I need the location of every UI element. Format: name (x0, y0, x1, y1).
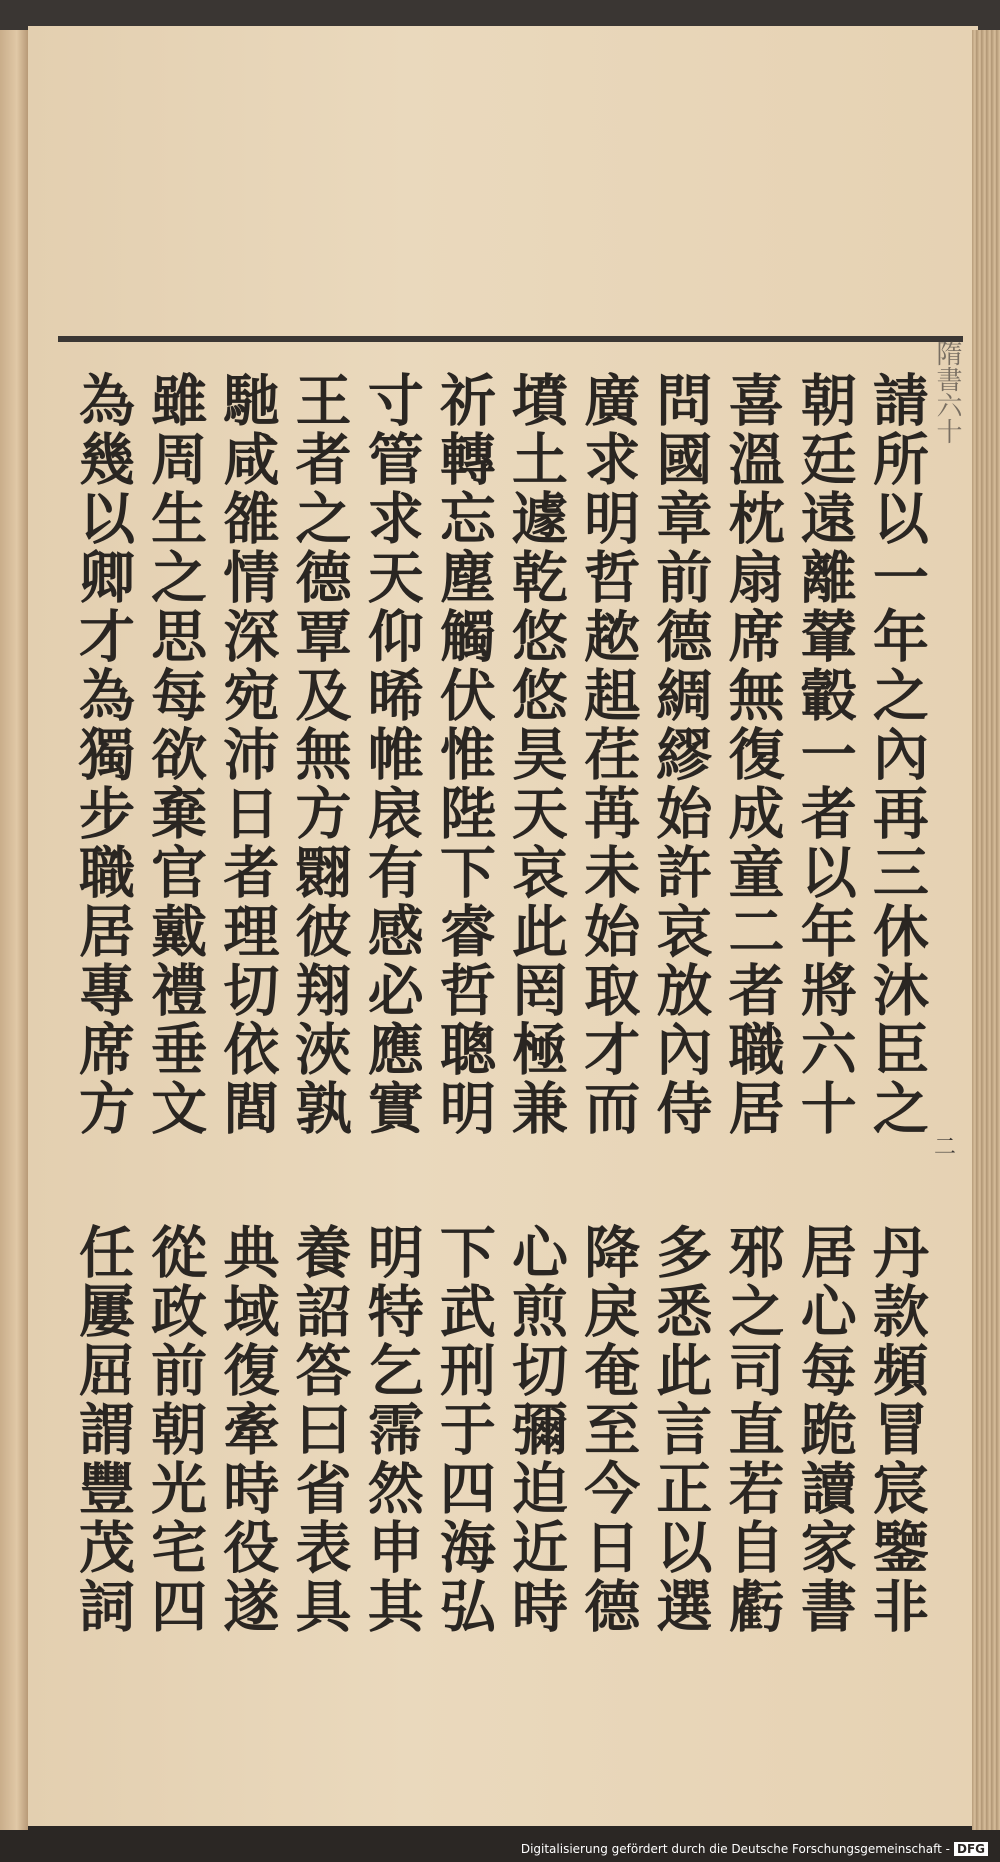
credit-text: Digitalisierung gefördert durch die Deutsche Forschungsgemeinschaft - (520, 1842, 950, 1856)
page-number: 二 (934, 1135, 957, 1160)
column-lower-text: 心煎切彌迫近時 (503, 1222, 570, 1636)
column-lower-text: 明特乞霈然申其 (358, 1222, 425, 1636)
column-lower-text: 降戾奄至今日德 (575, 1222, 642, 1636)
text-column-6 (503, 354, 569, 1664)
column-lower-text: 養詔答曰省表具 (286, 1222, 353, 1636)
text-columns (70, 354, 930, 1674)
column-upper-text: 喜溫枕扇席無復成童二者職居 (719, 370, 786, 1138)
left-page-edge (0, 30, 28, 1830)
column-upper-text: 寸管求天仰晞帷扆有感必應實 (358, 370, 425, 1138)
column-upper-text: 祈轉忘塵觸伏惟陛下睿哲聰明 (430, 370, 497, 1138)
column-upper-text: 馳咸雒情深宛沛日者理切依閭 (214, 370, 281, 1138)
text-column-8 (359, 354, 425, 1664)
column-lower-text: 從政前朝光宅四 (142, 1222, 209, 1636)
column-lower-text: 居心每跪讀家書 (791, 1222, 858, 1636)
column-lower-text: 丹款頻冒宸鑒非 (863, 1222, 930, 1636)
margin-title: 隋書六十 (932, 340, 962, 444)
text-column-4 (647, 354, 713, 1664)
text-column-10 (214, 354, 280, 1664)
text-column-9 (287, 354, 353, 1664)
column-upper-text: 為幾以卿才為獨步職居專席方 (70, 370, 136, 1138)
column-lower-text: 任屢屈謂豐茂詞 (70, 1222, 136, 1636)
text-column-1 (864, 354, 930, 1664)
column-lower-text: 多悉此言正以選 (647, 1222, 714, 1636)
text-column-12 (70, 354, 136, 1664)
text-column-2 (792, 354, 858, 1664)
right-page-stack (972, 30, 1000, 1830)
digitization-credit (521, 1842, 988, 1856)
column-lower-text: 典域復牽時役遂 (214, 1222, 281, 1636)
column-upper-text: 墳土遽乾悠悠昊天哀此罔極兼 (503, 370, 570, 1138)
column-upper-text: 請所以一年之內再三休沐臣之 (863, 370, 930, 1138)
column-upper-text: 王者之德覃及無方翾彼翔浹孰 (286, 370, 353, 1138)
column-lower-text: 邪之司直若自虧 (719, 1222, 786, 1636)
column-upper-text: 廣求明哲趑趄荏苒未始取才而 (575, 370, 642, 1138)
text-column-7 (431, 354, 497, 1664)
column-upper-text: 問國章前德綢繆始許哀放內侍 (647, 370, 714, 1138)
column-upper-text: 雖周生之思每欲棄官戴禮垂文 (142, 370, 209, 1138)
column-lower-text: 下武刑于四海弘 (430, 1222, 497, 1636)
text-column-11 (142, 354, 208, 1664)
dfg-logo: DFG (954, 1842, 988, 1856)
column-upper-text: 朝廷遠離輦轂一者以年將六十 (791, 370, 858, 1138)
text-column-3 (720, 354, 786, 1664)
text-column-5 (575, 354, 641, 1664)
